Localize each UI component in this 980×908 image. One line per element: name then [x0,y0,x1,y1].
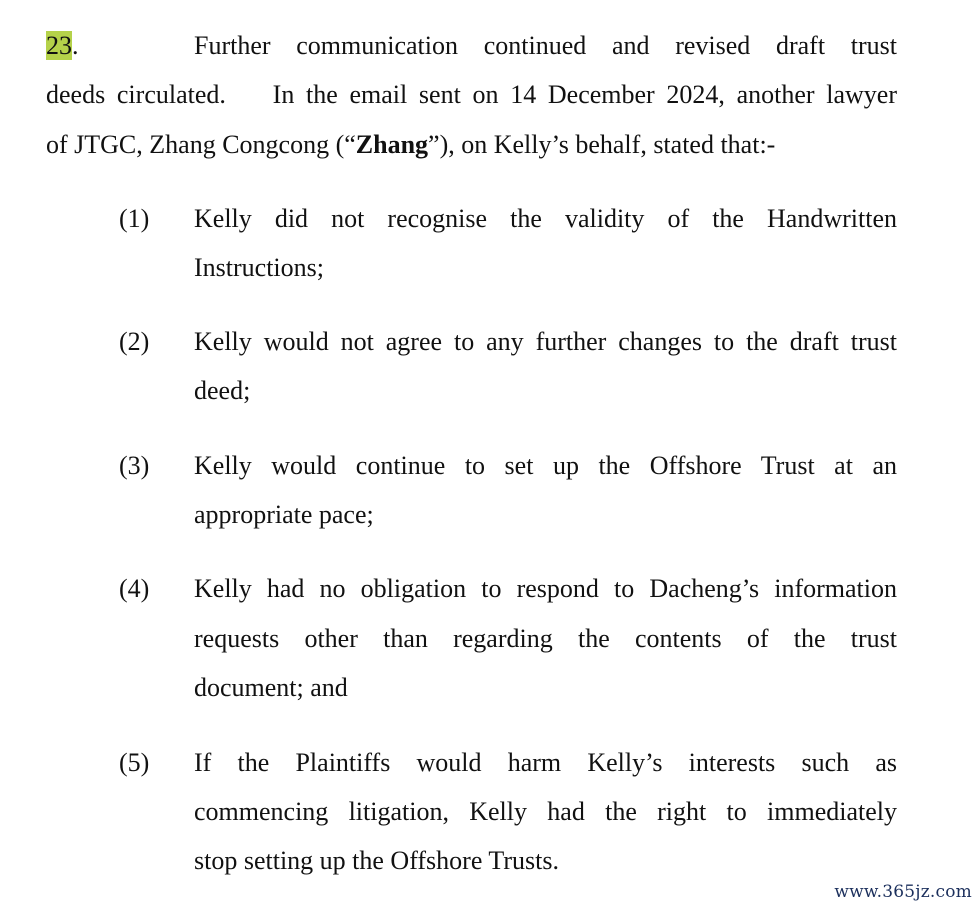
paragraph-number [46,31,79,61]
paragraph-line-3-after: ”), on Kelly’s behalf, stated that:- [428,130,776,159]
item-1-label: (1) [119,204,150,233]
item-5-line-2: commencing litigation, Kelly had the right to immediately [194,797,897,826]
item-4-line-1: Kelly had no obligation to respond to Dacheng’s information [194,574,897,603]
item-2-line-1: Kelly would not agree to any further changes to the draft trust [194,327,897,356]
item-3-line-1: Kelly would continue to set up the Offshore Trust at an [194,451,897,480]
item-2-label: (2) [119,327,150,356]
paragraph-line-2: deeds circulated. In the email sent on 14 December 2024, another lawyer [46,80,897,109]
paragraph-line-1: Further communication continued and revised draft trust [194,31,897,60]
item-1-line-1: Kelly did not recognise the validity of the Handwritten [194,204,897,233]
item-4-line-2: requests other than regarding the contents of the trust [194,624,897,653]
defined-term-zhang: Zhang [355,130,429,159]
item-5-label: (5) [119,748,150,777]
item-4-line-3: document; and [194,673,348,702]
item-5-line-1: If the Plaintiffs would harm Kelly’s interests such as [194,748,897,777]
paragraph-line-3 [46,130,775,160]
paragraph-number-suffix: . [72,31,79,60]
item-5-line-3: stop setting up the Offshore Trusts. [194,846,559,875]
item-3-label: (3) [119,451,150,480]
item-2-line-2: deed; [194,376,251,405]
paragraph-line-3-before: of JTGC, Zhang Congcong (“ [46,130,356,159]
item-4-label: (4) [119,574,150,603]
paragraph-number-highlight: 23 [46,31,72,60]
watermark: www.365jz.com [834,882,972,902]
item-1-line-2: Instructions; [194,253,324,282]
item-3-line-2: appropriate pace; [194,500,374,529]
